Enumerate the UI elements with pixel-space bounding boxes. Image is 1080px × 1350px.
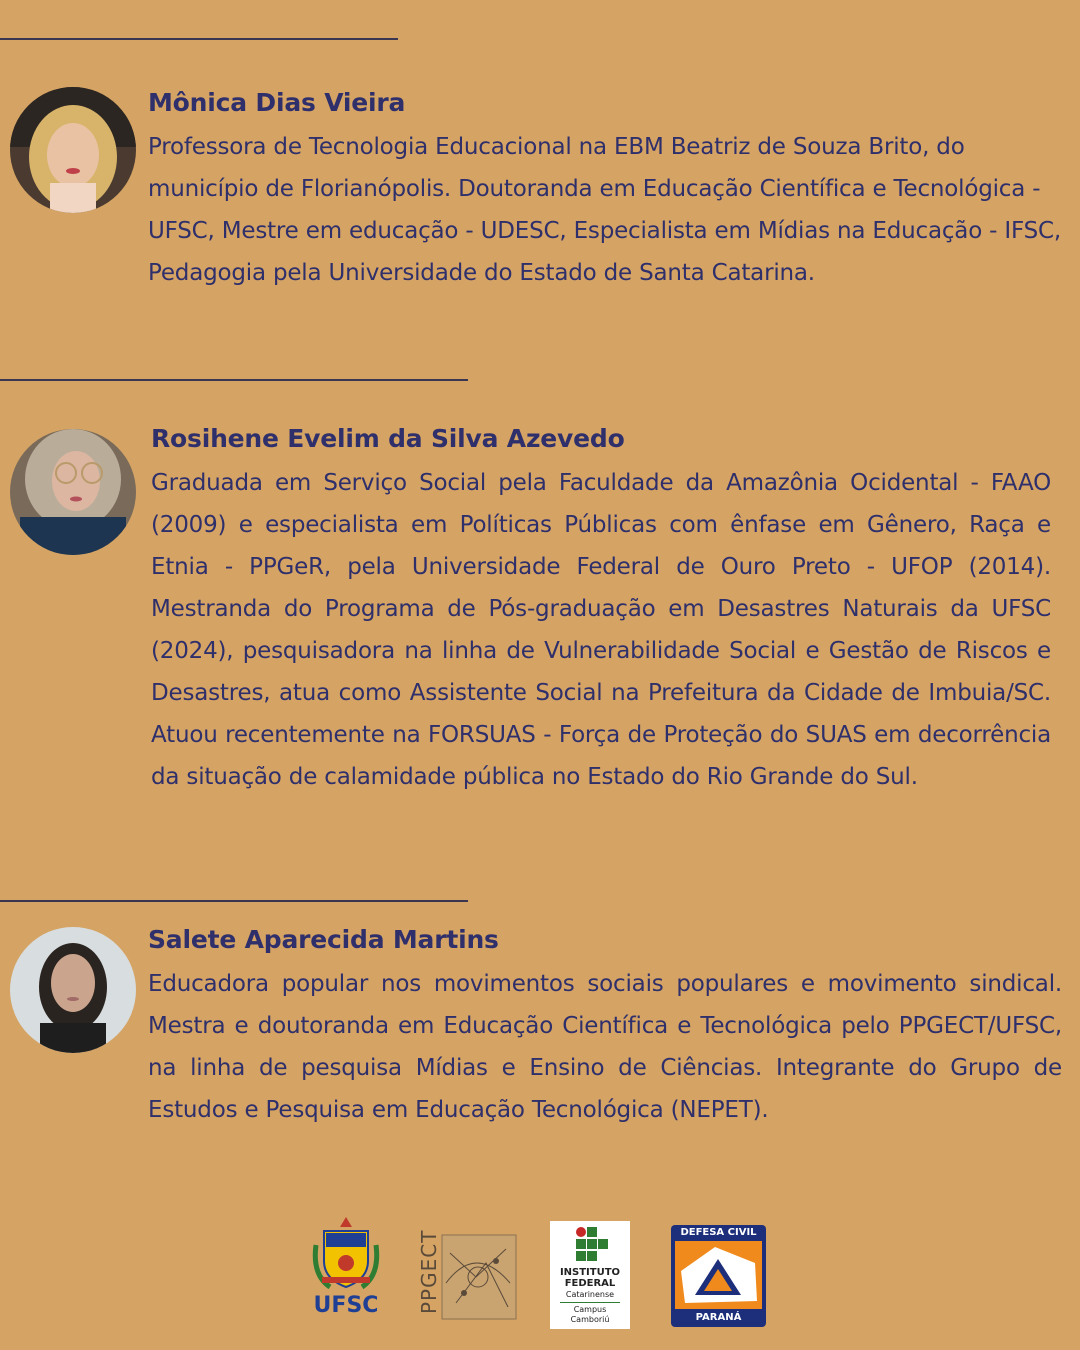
defesa-civil-logo — [671, 1225, 766, 1327]
ufsc-logo-text: UFSC — [313, 1293, 379, 1318]
if-grid-icon — [550, 1221, 630, 1265]
ppgect-logo — [416, 1229, 518, 1321]
if-divider — [560, 1302, 620, 1303]
defesa-civil-emblem-icon — [675, 1241, 762, 1309]
person-bio: Graduada em Serviço Social pela Faculdade da Amazônia Ocidental - FAAO (2009) e especialista em Políticas Públicas com ênfase em Gênero, Raça e Etnia - PPGeR, pela Universidade Federal de Ouro Preto - UFOP (2014). Mestranda do Programa de Pós-graduação em Desastres Naturais da UFSC (2024), pesquisadora na linha de Vulnerabilidade Social e Gestão de Riscos e Desastres, atua como Assistente Social na Prefeitura da Cidade de Imbuia/SC. Atuou recentemente na FORSUAS - Força de Proteção do SUAS em decorrência da situação de calamidade pública no Estado do Rio Grande do Sul. — [151, 470, 1051, 790]
if-line-catarinense: Catarinense — [565, 1290, 615, 1299]
avatar-rosihene — [10, 429, 136, 555]
avatar-salete — [10, 927, 136, 1053]
defesa-civil-title: DEFESA CIVIL — [680, 1227, 757, 1238]
ufsc-logo — [310, 1215, 382, 1325]
defesa-civil-state: PARANÁ — [695, 1312, 742, 1323]
bio-block-rosihene — [151, 422, 1051, 798]
ppgect-logo-text: PPGECT — [417, 1229, 441, 1314]
person-name: Rosihene Evelim da Silva Azevedo — [151, 424, 625, 453]
person-bio: Professora de Tecnologia Educacional na EBM Beatriz de Souza Brito, do município de Florianópolis. Doutoranda em Educação Científica e Tecnológica - UFSC, Mestre em educação - UDESC, Especialista em Mídias na Educação - IFSC, Pedagogia pela Universidade do Estado de Santa Catarina. — [148, 134, 1061, 286]
if-line-instituto: INSTITUTO — [559, 1267, 621, 1278]
instituto-federal-logo — [550, 1221, 630, 1329]
if-line-campus: Campus — [573, 1305, 607, 1314]
person-name: Salete Aparecida Martins — [148, 925, 499, 954]
bio-block-monica — [148, 86, 1068, 294]
portrait-photo-icon — [10, 87, 136, 213]
sponsor-logos — [0, 1215, 1080, 1335]
bio-block-salete — [148, 923, 1062, 1131]
person-bio: Educadora popular nos movimentos sociais populares e movimento sindical. Mestra e doutoranda em Educação Científica e Tecnológica pelo PPGECT/UFSC, na linha de pesquisa Mídias e Ensino de Ciências. Integrante do Grupo de Estudos e Pesquisa em Educação Tecnológica (NEPET). — [148, 971, 1062, 1123]
ufsc-crest-icon — [310, 1215, 382, 1293]
portrait-photo-icon — [10, 927, 136, 1053]
divider-line-top — [0, 38, 398, 40]
if-line-federal: FEDERAL — [564, 1278, 616, 1289]
if-line-camboriu: Camboriú — [570, 1315, 610, 1324]
person-name: Mônica Dias Vieira — [148, 88, 406, 117]
divider-line-lower — [0, 900, 468, 902]
avatar-monica — [10, 87, 136, 213]
portrait-photo-icon — [10, 429, 136, 555]
divider-line-middle — [0, 379, 468, 381]
